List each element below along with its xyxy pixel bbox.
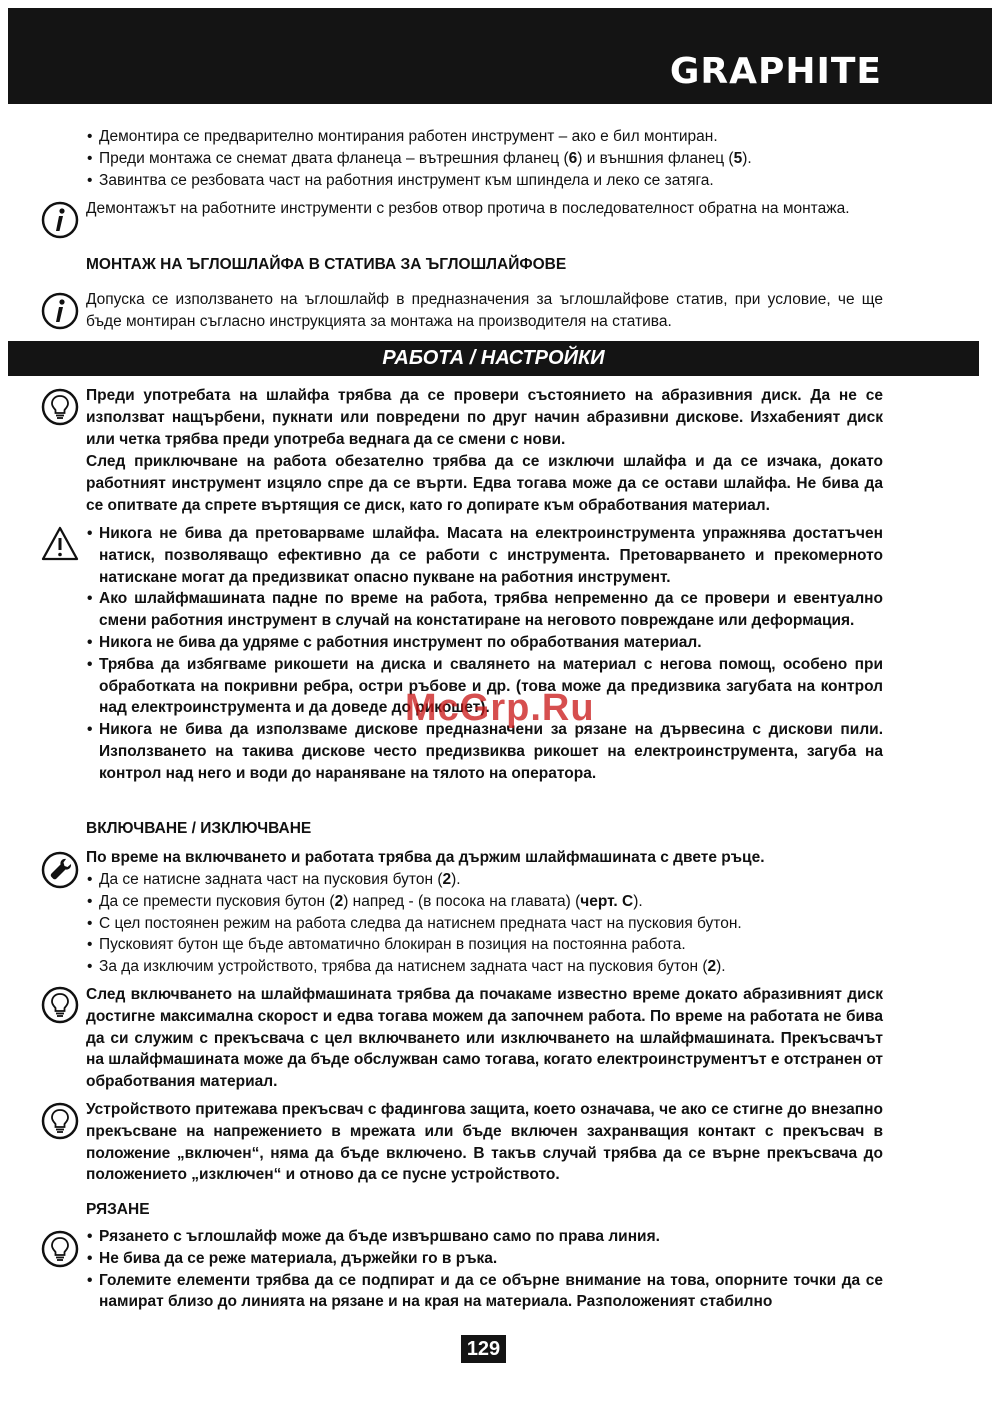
list-item: • Трябва да избягваме рикошети на диска и свалянето на материал с негова помощ, особено при обработката на покривни ребра, остри ръбове и др. (това може да предизвика загубата на контрол над електроинструмента и да доведе до рикошет). — [87, 654, 883, 719]
heading-cut: РЯЗАНЕ — [86, 1201, 150, 1218]
page-number: 129 — [461, 1335, 506, 1363]
lightbulb-icon — [40, 985, 80, 1025]
header-bar — [8, 8, 992, 104]
list-item: • Пусковият бутон ще бъде автоматично блокиран в позиция на постоянна работа. — [87, 934, 883, 956]
list-item: • С цел постоянен режим на работа следва да натиснем предната част на пусковия бутон. — [87, 913, 883, 935]
list-item: • Преди монтажа се снемат двата фланеца – вътрешния фланец (6) и външния фланец (5). — [87, 148, 883, 170]
tip-paragraph: След приключване на работа обезателно трябва да се изключи шлайфа и да се изчака, докато работният инструмент изцяло спре да се върти. Едва тогава може да се остави шлайфа. Не бива да се опитвате да спрете въртящия се диск, като го допирате към обработвания материал. — [86, 453, 883, 514]
intro-bullet-list — [87, 126, 883, 191]
info-icon — [40, 291, 80, 331]
switch-bullet-list — [87, 869, 883, 978]
list-item: • Демонтира се предварително монтирания работен инструмент – ако е бил монтиран. — [87, 126, 883, 148]
list-item: • Никога не бива да използваме дискове предназначени за рязане на дървесина с дискови пили. Използването на такива дискове често предизвиква рикошет на електроинструмента, загуба на контрол над него и води до нараняване на тялото на оператора. — [87, 719, 883, 784]
section-bar — [8, 341, 979, 376]
list-item: • Не бива да се реже материала, държейки го в ръка. — [87, 1248, 883, 1270]
list-item: • Ако шлайфмашината падне по време на работа, трябва непременно да се провери и евентуално смени работния инструмент в случай на констатиране на неговото повреждане или деформация. — [87, 588, 883, 632]
list-item: • За да изключим устройството, трябва да натиснем задната част на пусковия бутон (2). — [87, 956, 883, 978]
lightbulb-icon — [40, 1101, 80, 1141]
lightbulb-icon — [40, 387, 80, 427]
warning-icon — [40, 524, 80, 564]
info-icon — [40, 200, 80, 240]
tip-paragraph: Преди употребата на шлайфа трябва да се провери състоянието на абразивния диск. Да не се използват нащърбени, пукнати или повредени по друг начин абразивни дискове. Изхабеният диск или четка трябва преди употреба веднага да се смени с нови. — [86, 387, 883, 448]
list-item: • Завинтва се резбовата част на работния инструмент към шпиндела и леко се затяга. — [87, 170, 883, 192]
brand-logo: GRAPHITE — [669, 51, 882, 92]
watermark: McGrp.Ru — [405, 687, 595, 729]
heading-switch: ВКЛЮЧВАНЕ / ИЗКЛЮЧВАНЕ — [86, 820, 312, 837]
list-item: • Да се премести пусковия бутон (2) напред - (в посока на главата) (черт. C). — [87, 891, 883, 913]
section-title: РАБОТА / НАСТРОЙКИ — [382, 347, 605, 369]
info-note: Допуска се използването на ъглошлайф в предназначения за ъглошлайфове статив, при условие, че ще бъде монтиран съгласно инструкцията за монтажа на производителя на статива. — [86, 291, 883, 330]
wrench-icon — [40, 850, 80, 890]
list-item: • Големите елементи трябва да се подпират и да се обърне внимание на това, опорните точки да се намират близо до линията на рязане и на края на материала. Разположеният стабилно — [87, 1270, 883, 1314]
lightbulb-icon — [40, 1229, 80, 1269]
heading-mount: МОНТАЖ НА ЪГЛОШЛАЙФА В СТАТИВА ЗА ЪГЛОШЛАЙФОВЕ — [86, 256, 567, 273]
tip-paragraph: След включването на шлайфмашината трябва да почакаме известно време докато абразивният диск достигне максимална скорост и едва тогава можем да започнем работа. По време на работата не бива да си служим с прекъсвача с цел включването или изключването на шлайфмашината. Прекъсвачът на шлайфмашината може да бъде обслужван само тогава, когато електроинструментът е отстранен от обработвания материал. — [86, 986, 883, 1091]
list-item: • Да се натисне задната част на пусковия бутон (2). — [87, 869, 883, 891]
cut-bullet-list — [87, 1226, 883, 1313]
switch-lead: По време на включването и работата трябва да държим шлайфмашината с двете ръце. — [86, 849, 765, 866]
list-item: • Никога не бива да претоварваме шлайфа. Масата на електроинструмента упражнява достатъчен натиск, позволяващо ефективно да се работи с инструмента. Претоварването и прекомерното натискане могат да предизвикат опасно пукване на работния инструмент. — [87, 523, 883, 588]
list-item: • Рязането с ъглошлайф може да бъде извършвано само по права линия. — [87, 1226, 883, 1248]
list-item: • Никога не бива да удряме с работния инструмент по обработвания материал. — [87, 632, 883, 654]
warning-bullet-list — [87, 523, 883, 785]
tip-paragraph: Устройството притежава прекъсвач с фадингова защита, което означава, че ако се стигне до внезапно прекъсване на напрежението в мрежата или бъде включен захранващия контакт с прекъсвач в положение „включен“, няма да бъде включено. В такъв случай трябва да се върне прекъсвача до положението „изключен“ и отново да се пусне устройството. — [86, 1101, 883, 1184]
info-note: Демонтажът на работните инструменти с резбов отвор протича в последователност обратна на монтажа. — [86, 200, 850, 217]
